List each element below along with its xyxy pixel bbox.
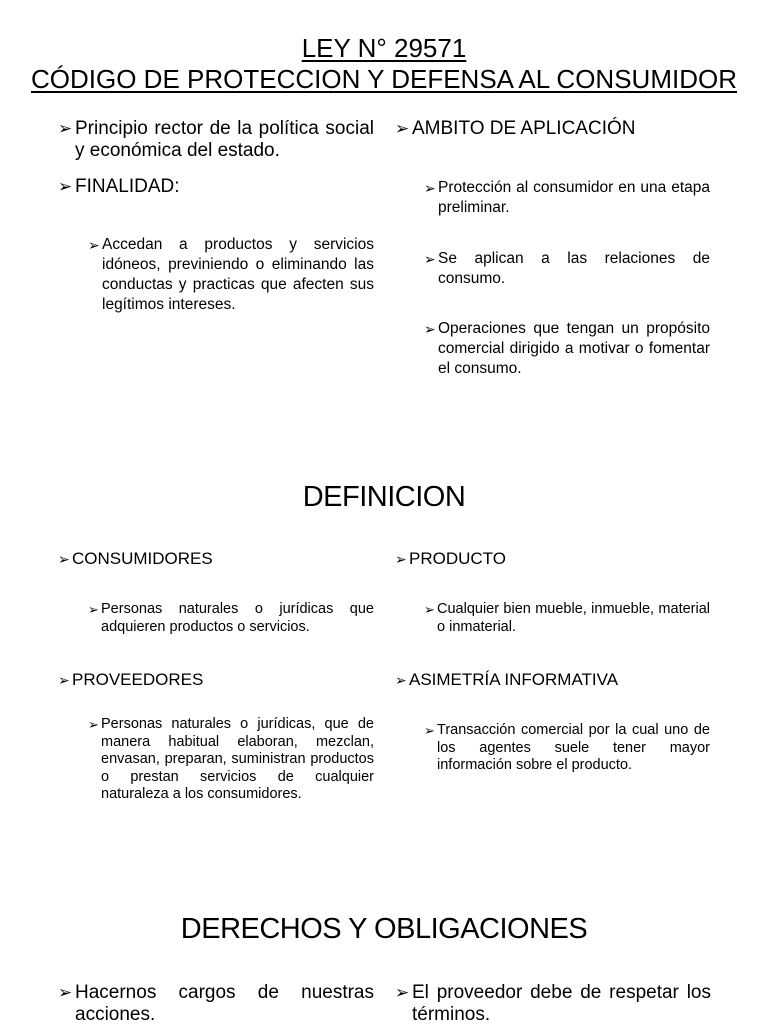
principio-text: Principio rector de la política social y económica del estado. — [75, 118, 374, 161]
arrow-bullet-icon: ➢ — [424, 180, 436, 196]
consumidores-item — [88, 601, 374, 636]
arrow-bullet-icon: ➢ — [88, 602, 99, 617]
definicion-heading: DEFINICION — [302, 481, 466, 513]
document-subtitle: CÓDIGO DE PROTECCION Y DEFENSA AL CONSUMIDOR — [31, 64, 737, 94]
ambito-item — [424, 249, 710, 289]
ambito-text: Se aplican a las relaciones de consumo. — [438, 250, 710, 287]
ambito-heading — [395, 118, 715, 140]
producto-heading — [395, 549, 711, 569]
derechos-heading: DERECHOS Y OBLIGACIONES — [180, 913, 588, 945]
arrow-bullet-icon: ➢ — [395, 119, 410, 138]
ambito-text: Operaciones que tengan un propósito comercial dirigido a motivar o fomentar el consumo. — [438, 320, 710, 377]
finalidad-label: FINALIDAD: — [75, 176, 180, 197]
arrow-bullet-icon: ➢ — [58, 177, 73, 196]
arrow-bullet-icon: ➢ — [424, 723, 435, 738]
finalidad-heading — [58, 176, 374, 198]
asimetria-label: ASIMETRÍA INFORMATIVA — [409, 670, 619, 689]
asimetria-text: Transacción comercial por la cual uno de los agentes suele tener mayor información sobre el producto. — [437, 722, 710, 773]
proveedores-text: Personas naturales o jurídicas, que de manera habitual elaboran, mezclan, envasan, preparan, suministran productos o prestan servicios de cualquier naturaleza a los consumidores. — [101, 716, 374, 802]
finalidad-item — [88, 235, 374, 315]
asimetria-heading — [395, 670, 711, 690]
arrow-bullet-icon: ➢ — [424, 251, 436, 267]
arrow-bullet-icon: ➢ — [395, 983, 410, 1002]
arrow-bullet-icon: ➢ — [58, 551, 70, 567]
asimetria-item — [424, 722, 710, 775]
consumidores-text: Personas naturales o jurídicas que adquieren productos o servicios. — [101, 601, 374, 635]
derechos-left-text: Hacernos cargos de nuestras acciones. — [75, 982, 374, 1025]
ambito-label: AMBITO DE APLICACIÓN — [412, 118, 636, 139]
arrow-bullet-icon: ➢ — [395, 672, 407, 688]
arrow-bullet-icon: ➢ — [424, 321, 436, 337]
proveedores-label: PROVEEDORES — [72, 670, 204, 689]
derechos-right-text: El proveedor debe de respetar los términos. — [412, 982, 711, 1025]
ambito-text: Protección al consumidor en una etapa preliminar. — [438, 179, 710, 216]
producto-label: PRODUCTO — [409, 549, 506, 568]
principio-item — [58, 118, 374, 162]
ambito-item — [424, 178, 710, 218]
producto-text: Cualquier bien mueble, inmueble, material o inmaterial. — [437, 601, 710, 635]
proveedores-item — [88, 716, 374, 804]
consumidores-heading — [58, 549, 374, 569]
arrow-bullet-icon: ➢ — [58, 119, 73, 138]
arrow-bullet-icon: ➢ — [88, 237, 100, 253]
proveedores-heading — [58, 670, 374, 690]
finalidad-text: Accedan a productos y servicios idóneos, previniendo o eliminando las conductas y practicas que afecten sus legítimos intereses. — [102, 236, 374, 313]
arrow-bullet-icon: ➢ — [58, 983, 73, 1002]
derechos-left-item — [58, 982, 374, 1026]
arrow-bullet-icon: ➢ — [395, 551, 407, 567]
producto-item — [424, 601, 710, 636]
arrow-bullet-icon: ➢ — [88, 717, 99, 732]
ambito-item — [424, 319, 710, 379]
arrow-bullet-icon: ➢ — [58, 672, 70, 688]
arrow-bullet-icon: ➢ — [424, 602, 435, 617]
consumidores-label: CONSUMIDORES — [72, 549, 213, 568]
derechos-right-item — [395, 982, 711, 1026]
document-title: LEY N° 29571 — [301, 33, 467, 63]
